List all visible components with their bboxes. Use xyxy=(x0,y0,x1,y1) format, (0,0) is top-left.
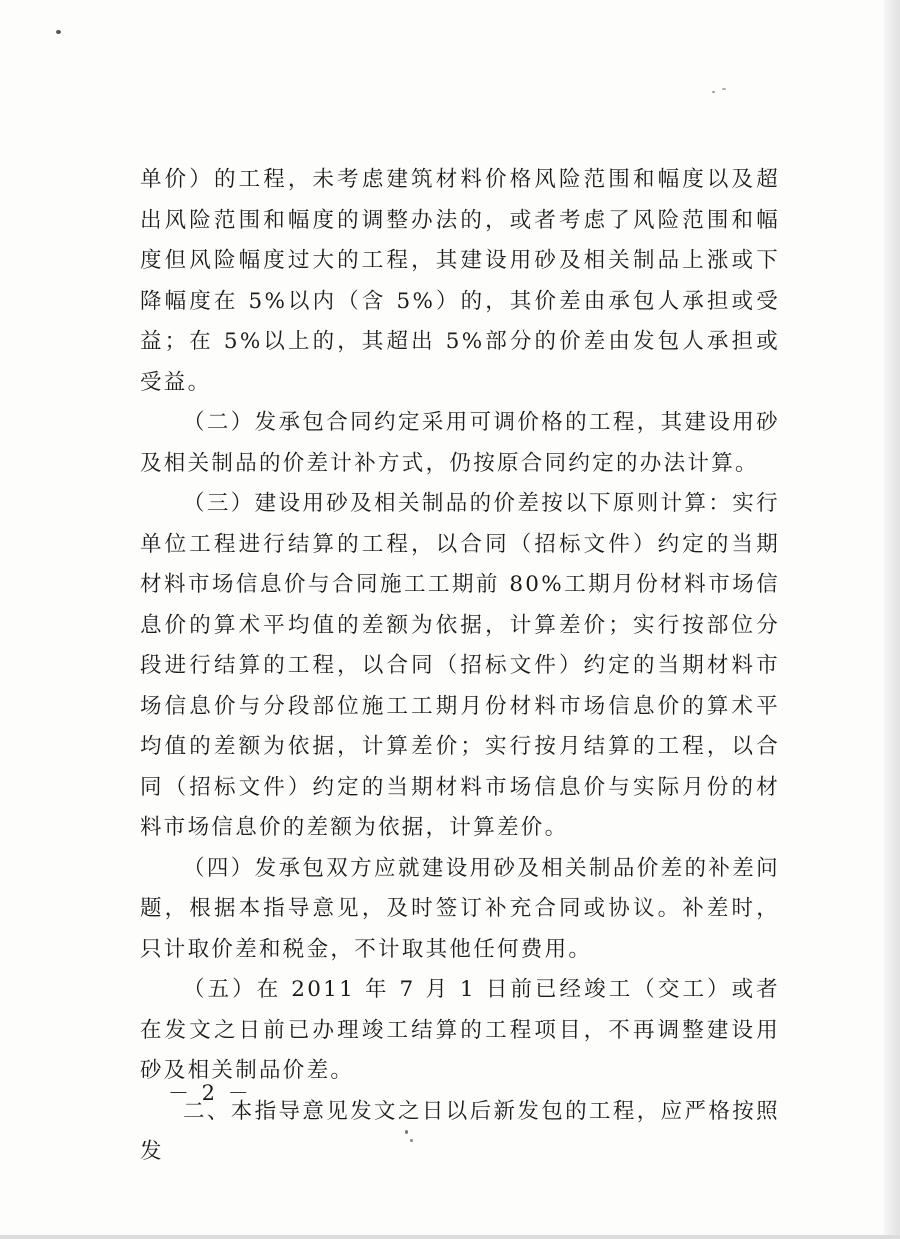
page-number: － 2 － xyxy=(168,1081,252,1105)
scan-speck xyxy=(56,30,61,34)
paragraph-5: （五）在 2011 年 7 月 1 日前已经竣工（交工）或者在发文之日前已办理竣工结算的工程项目，不再调整建设用砂及相关制品价差。 xyxy=(140,977,780,1083)
paragraph-1: 单价）的工程，未考虑建筑材料价格风险范围和幅度以及超出风险范围和幅度的调整办法的，或者考虑了风险范围和幅度但风险幅度过大的工程，其建设用砂及相关制品上涨或下降幅度在 5%以内（含 5%）的，其价差由承包人承担或受益；在 5%以上的，其超出 5%部分的价差由发包人承担或受益。 xyxy=(140,167,780,395)
page-bottom-edge xyxy=(0,1235,900,1239)
paragraph-6: 二、本指导意见发文之日以后新发包的工程，应严格按照发 xyxy=(140,1098,780,1164)
page-edge-shadow xyxy=(884,0,900,1239)
paragraph-4: （四）发承包双方应就建设用砂及相关制品价差的补差问题，根据本指导意见，及时签订补充合同或协议。补差时，只计取价差和税金，不计取其他任何费用。 xyxy=(140,855,780,962)
document-body xyxy=(140,160,780,1173)
paragraph-3: （三）建设用砂及相关制品的价差按以下原则计算：实行单位工程进行结算的工程，以合同（招标文件）约定的当期材料市场信息价与合同施工工期前 80%工期月份材料市场信息价的算术平均值的差额为依据，计算差价；实行按部位分段进行结算的工程，以合同（招标文件）约定的当期材料市场信息价与分段部位施工工期月份材料市场信息价的算术平均值的差额为依据，计算差价；实行按月结算的工程，以合同（招标文件）约定的当期材料市场信息价与实际月份的材料市场信息价的差额为依据，计算差价。 xyxy=(140,491,780,840)
scan-speck xyxy=(722,88,726,90)
scan-speck xyxy=(712,91,715,93)
paragraph-2: （二）发承包合同约定采用可调价格的工程，其建设用砂及相关制品的价差计补方式，仍按原合同约定的办法计算。 xyxy=(140,410,780,476)
